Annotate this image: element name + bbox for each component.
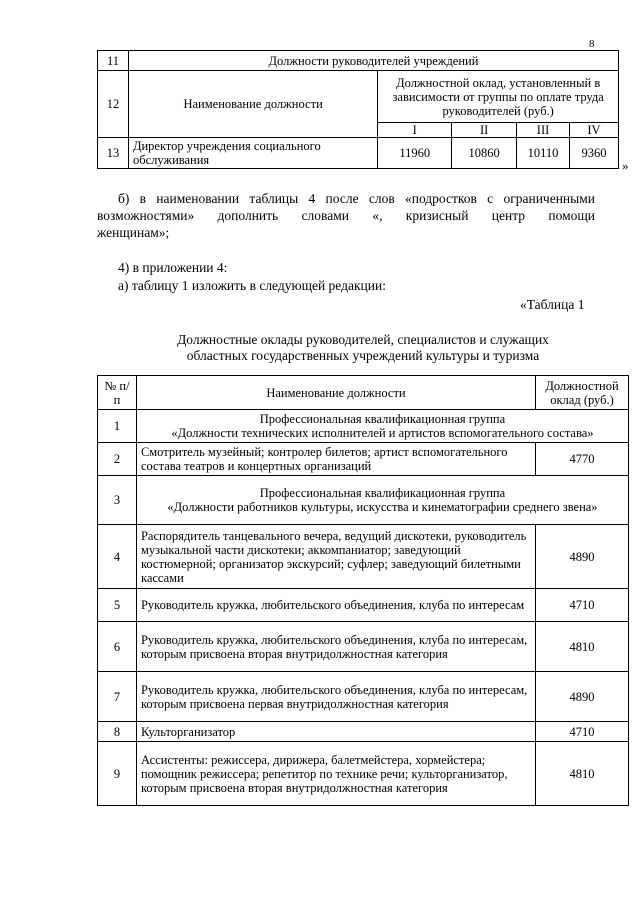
table-row [98,476,629,525]
number-header: № п/п [98,376,137,410]
closing-quote: » [622,158,629,173]
group-title [136,410,628,443]
table-row [98,622,629,672]
salary-value: 4810 [536,622,629,672]
table-row [98,672,629,722]
table-row [98,525,629,589]
salary-value: 4890 [536,672,629,722]
table-row [98,51,619,71]
name-header: Наименование должности [136,376,535,410]
table-row [98,742,629,806]
table-row [98,410,629,443]
table-label: «Таблица 1 [520,297,585,312]
paragraph-b-line1: б) в наименовании таблицы 4 после слов «подростков с ограниченными [118,191,595,206]
position-name: Культорганизатор [136,722,535,742]
position-name: Руководитель кружка, любительского объединения, клуба по интересам [136,589,535,622]
table-row [98,138,619,169]
row-number: 9 [98,742,137,806]
table-row [98,589,629,622]
table-header-row [98,376,629,410]
row-number: 4 [98,525,137,589]
group-title-line2: «Должности работников культуры, искусства и кинематографии среднего звена» [167,500,598,514]
row-number: 5 [98,589,137,622]
row-number: 1 [98,410,137,443]
section-title: Должности руководителей учреждений [128,51,618,71]
salary-value: 9360 [570,138,619,169]
salary-value: 11960 [378,138,452,169]
group-header-1: I [378,123,452,138]
row-number: 8 [98,722,137,742]
row-number: 3 [98,476,137,525]
salary-table-continued [97,50,619,169]
position-name: Распорядитель танцевального вечера, ведущий дискотеки, руководитель музыкальной части дискотеки; аккомпаниатор; заведующий костюмерной; организатор экскурсий; суфлер; заведующий билетными кассами [136,525,535,589]
group-title-line1: Профессиональная квалификационная группа [259,412,506,426]
table-caption-line2: областных государственных учреждений культуры и туризма [186,348,540,363]
position-name: Руководитель кружка, любительского объединения, клуба по интересам, которым присвоена первая внутридолжностная категория [136,672,535,722]
name-header: Наименование должности [128,71,377,138]
table-caption-line1: Должностные оклады руководителей, специалистов и служащих [177,332,549,347]
paragraph-a: а) таблицу 1 изложить в следующей редакции: [118,278,386,293]
salary-value: 4770 [536,443,629,476]
salary-header: Должностной оклад, установленный в зависимости от группы по оплате труда руководителей (руб.) [378,71,619,123]
paragraph-4: 4) в приложении 4: [118,260,228,275]
salary-table-culture [97,375,629,806]
salary-value: 4710 [536,589,629,622]
position-name: Ассистенты: режиссера, дирижера, балетмейстера, хормейстера; помощник режиссера; репетитор по технике речи; культорганизатор, которым присвоена вторая внутридолжностная категория [136,742,535,806]
position-name: Смотритель музейный; контролер билетов; артист вспомогательного состава театров и концертных организаций [136,443,535,476]
table-row [98,71,619,123]
group-header-2: II [452,123,517,138]
table-row [98,443,629,476]
paragraph-b-line2: возможностями» дополнить словами «, кризисный центр помощи [97,208,595,223]
group-header-3: III [517,123,570,138]
salary-header: Должностной оклад (руб.) [536,376,629,410]
row-number: 7 [98,672,137,722]
salary-value: 10110 [517,138,570,169]
salary-value: 10860 [452,138,517,169]
position-name: Руководитель кружка, любительского объединения, клуба по интересам, которым присвоена вторая внутридолжностная категория [136,622,535,672]
row-number: 13 [98,138,129,169]
group-title-line2: «Должности технических исполнителей и артистов вспомогательного состава» [171,426,594,440]
row-number: 12 [98,71,129,138]
group-title [136,476,628,525]
salary-value: 4810 [536,742,629,806]
group-header-4: IV [570,123,619,138]
salary-value: 4710 [536,722,629,742]
row-number: 11 [98,51,129,71]
salary-value: 4890 [536,525,629,589]
row-number: 2 [98,443,137,476]
group-title-line1: Профессиональная квалификационная группа [259,486,506,500]
row-number: 6 [98,622,137,672]
table-row [98,722,629,742]
position-name: Директор учреждения социального обслуживания [128,138,377,169]
paragraph-b-line3: женщинам»; [97,225,170,240]
page-number: 8 [589,38,595,50]
